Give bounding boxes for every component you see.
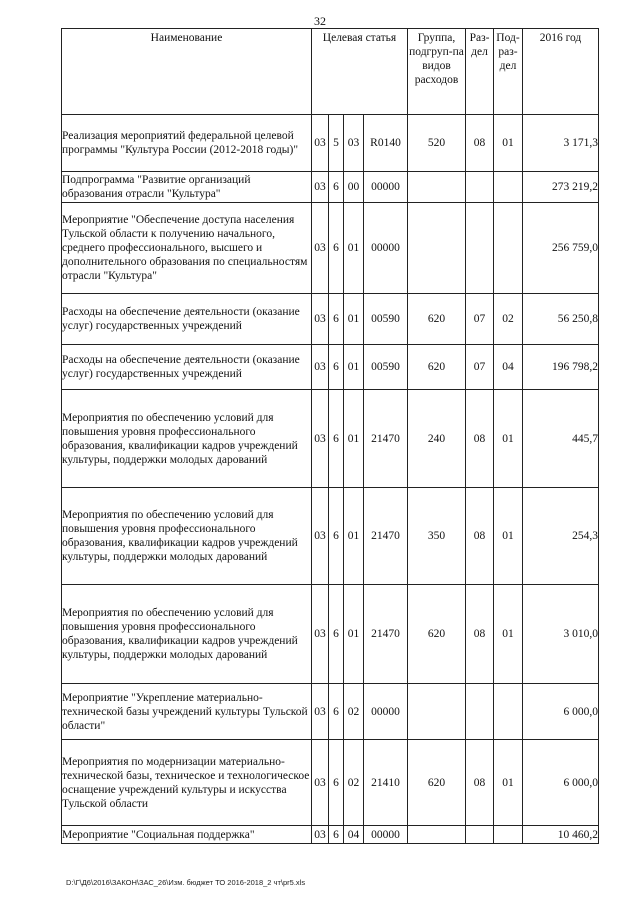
row-target-code-1: 03 [312, 115, 329, 172]
row-target-code-3: 01 [344, 203, 364, 294]
row-target-code-1: 03 [312, 740, 329, 826]
row-subsection: 04 [494, 345, 523, 390]
row-section: 08 [466, 585, 494, 684]
row-amount: 3 171,3 [523, 115, 599, 172]
row-expense-group: 620 [408, 294, 466, 345]
row-section [466, 203, 494, 294]
row-amount: 6 000,0 [523, 684, 599, 740]
table-row [62, 826, 599, 844]
table-row [62, 172, 599, 203]
row-target-code-4: 21470 [364, 488, 408, 585]
table-row [62, 684, 599, 740]
table-row [62, 203, 599, 294]
row-target-code-3: 03 [344, 115, 364, 172]
table-row [62, 585, 599, 684]
row-target-code-1: 03 [312, 585, 329, 684]
row-expense-group [408, 826, 466, 844]
row-target-code-4: 21470 [364, 585, 408, 684]
table-row [62, 294, 599, 345]
row-name: Подпрограмма "Развитие организаций образования отрасли "Культура" [62, 172, 312, 203]
row-subsection [494, 172, 523, 203]
row-section: 08 [466, 115, 494, 172]
row-section [466, 684, 494, 740]
row-target-code-4: 00590 [364, 294, 408, 345]
row-subsection [494, 684, 523, 740]
row-target-code-2: 6 [329, 345, 344, 390]
header-expense-group: Группа, подгруп-па видов расходов [408, 29, 466, 115]
row-expense-group: 620 [408, 740, 466, 826]
row-target-code-3: 01 [344, 585, 364, 684]
header-target-article: Целевая статья [312, 29, 408, 115]
row-target-code-2: 6 [329, 740, 344, 826]
row-target-code-2: 6 [329, 203, 344, 294]
row-target-code-2: 6 [329, 585, 344, 684]
row-subsection: 01 [494, 115, 523, 172]
row-target-code-1: 03 [312, 345, 329, 390]
row-expense-group: 240 [408, 390, 466, 488]
row-amount: 254,3 [523, 488, 599, 585]
row-name: Мероприятия по обеспечению условий для повышения уровня профессионального образования, квалификации кадров учреждений культуры, поддержки молодых дарований [62, 488, 312, 585]
row-name: Мероприятие "Укрепление материально-технической базы учреждений культуры Тульской области" [62, 684, 312, 740]
row-section: 08 [466, 740, 494, 826]
row-expense-group: 620 [408, 345, 466, 390]
row-section: 07 [466, 345, 494, 390]
row-name: Расходы на обеспечение деятельности (оказание услуг) государственных учреждений [62, 345, 312, 390]
row-target-code-1: 03 [312, 684, 329, 740]
row-section [466, 172, 494, 203]
row-section [466, 826, 494, 844]
row-target-code-3: 01 [344, 294, 364, 345]
row-amount: 273 219,2 [523, 172, 599, 203]
row-target-code-1: 03 [312, 172, 329, 203]
row-target-code-4: R0140 [364, 115, 408, 172]
row-target-code-2: 6 [329, 684, 344, 740]
row-name: Мероприятие "Социальная поддержка" [62, 826, 312, 844]
row-target-code-3: 02 [344, 684, 364, 740]
table-row [62, 345, 599, 390]
row-amount: 445,7 [523, 390, 599, 488]
row-expense-group [408, 684, 466, 740]
row-amount: 10 460,2 [523, 826, 599, 844]
table-row [62, 390, 599, 488]
header-row [62, 29, 599, 115]
row-target-code-4: 21470 [364, 390, 408, 488]
row-amount: 6 000,0 [523, 740, 599, 826]
header-section: Раз-дел [466, 29, 494, 115]
row-expense-group: 350 [408, 488, 466, 585]
row-expense-group [408, 172, 466, 203]
row-subsection: 01 [494, 740, 523, 826]
row-target-code-3: 01 [344, 345, 364, 390]
row-name: Мероприятие "Обеспечение доступа населения Тульской области к получению начального, среднего профессионального, высшего и дополнительного образования по специальностям отрасли "Культура" [62, 203, 312, 294]
row-expense-group: 620 [408, 585, 466, 684]
header-year: 2016 год [523, 29, 599, 115]
row-target-code-1: 03 [312, 826, 329, 844]
row-target-code-1: 03 [312, 390, 329, 488]
row-amount: 256 759,0 [523, 203, 599, 294]
row-expense-group: 520 [408, 115, 466, 172]
header-name: Наименование [62, 29, 312, 115]
table-row [62, 488, 599, 585]
row-target-code-2: 6 [329, 390, 344, 488]
row-target-code-4: 00000 [364, 826, 408, 844]
row-target-code-1: 03 [312, 294, 329, 345]
row-amount: 196 798,2 [523, 345, 599, 390]
row-target-code-2: 6 [329, 488, 344, 585]
page-number: 32 [314, 14, 326, 28]
row-subsection: 02 [494, 294, 523, 345]
file-path-footer: D:\Г\Д6\2016\ЗАКОН\ЗАС_26\Изм. бюджет ТО 2016-2018_2 чт\pr5.xls [66, 878, 306, 887]
row-subsection: 01 [494, 390, 523, 488]
row-target-code-2: 6 [329, 826, 344, 844]
row-amount: 3 010,0 [523, 585, 599, 684]
table-row [62, 115, 599, 172]
row-target-code-1: 03 [312, 203, 329, 294]
row-subsection [494, 203, 523, 294]
row-target-code-3: 01 [344, 390, 364, 488]
budget-table [61, 28, 599, 844]
row-target-code-3: 01 [344, 488, 364, 585]
table-row [62, 740, 599, 826]
row-name: Реализация мероприятий федеральной целевой программы "Культура России (2012-2018 годы)" [62, 115, 312, 172]
row-name: Мероприятия по обеспечению условий для повышения уровня профессионального образования, квалификации кадров учреждений культуры, поддержки молодых дарований [62, 585, 312, 684]
row-target-code-3: 04 [344, 826, 364, 844]
row-target-code-2: 6 [329, 294, 344, 345]
row-name: Мероприятия по модернизации материально-технической базы, техническое и технологическое оснащение учреждений культуры и искусства Тульской области [62, 740, 312, 826]
row-subsection [494, 826, 523, 844]
row-section: 08 [466, 390, 494, 488]
row-amount: 56 250,8 [523, 294, 599, 345]
row-section: 08 [466, 488, 494, 585]
row-target-code-2: 5 [329, 115, 344, 172]
row-target-code-4: 00000 [364, 203, 408, 294]
row-subsection: 01 [494, 585, 523, 684]
row-target-code-2: 6 [329, 172, 344, 203]
row-section: 07 [466, 294, 494, 345]
row-target-code-4: 21410 [364, 740, 408, 826]
row-target-code-3: 00 [344, 172, 364, 203]
row-subsection: 01 [494, 488, 523, 585]
row-target-code-4: 00000 [364, 172, 408, 203]
row-name: Мероприятия по обеспечению условий для повышения уровня профессионального образования, квалификации кадров учреждений культуры, поддержки молодых дарований [62, 390, 312, 488]
row-target-code-1: 03 [312, 488, 329, 585]
row-name: Расходы на обеспечение деятельности (оказание услуг) государственных учреждений [62, 294, 312, 345]
row-target-code-4: 00000 [364, 684, 408, 740]
row-target-code-3: 02 [344, 740, 364, 826]
row-target-code-4: 00590 [364, 345, 408, 390]
header-subsection: Под-раз-дел [494, 29, 523, 115]
row-expense-group [408, 203, 466, 294]
